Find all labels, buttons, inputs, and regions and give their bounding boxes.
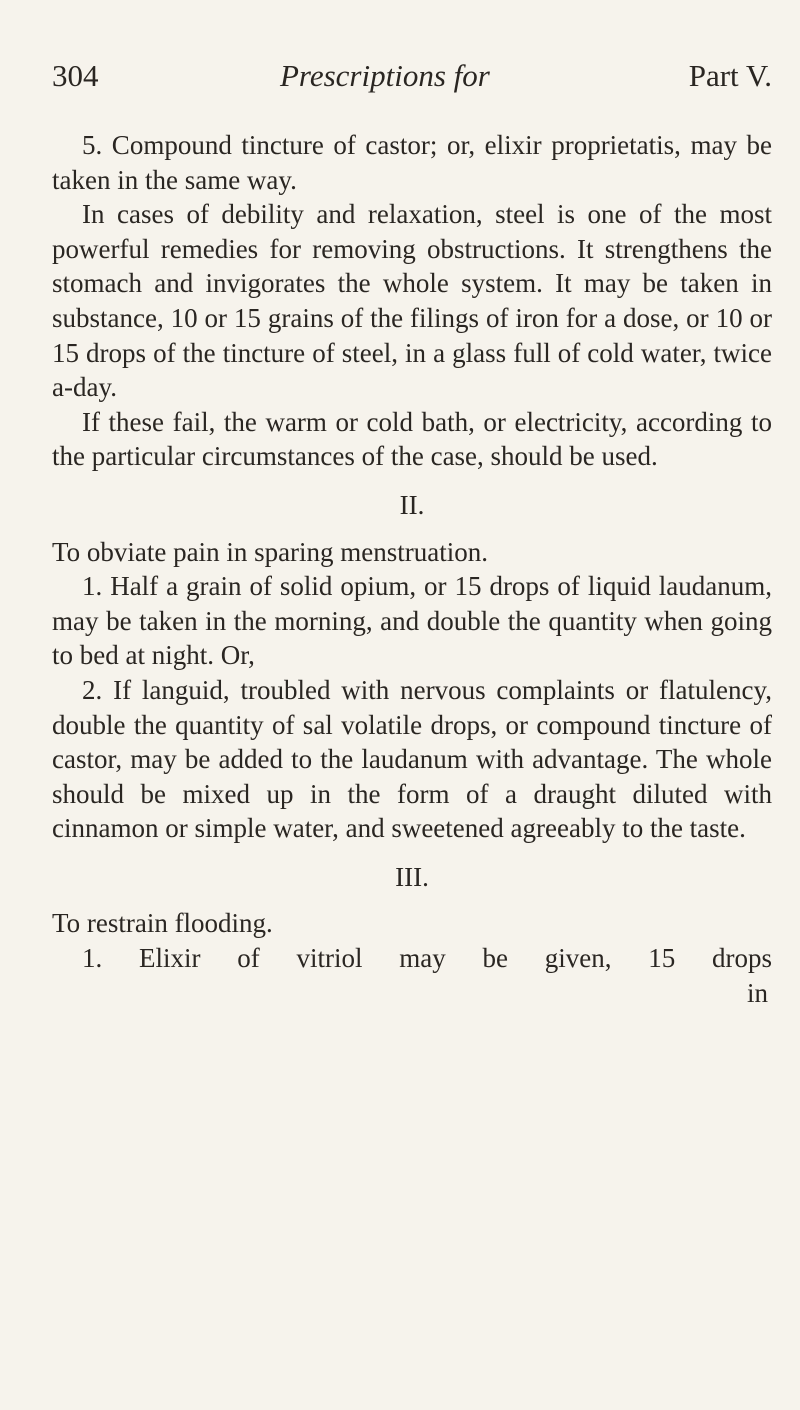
paragraph: 2. If languid, troubled with nervous complaints or flatulency, double the quantity of sal volatile drops, or compound tincture of castor, may be added to the laudanum with advantage. The whole should be mixed up in the form of a draught diluted with cinnamon or simple water, and sweetened agreeably to the taste. xyxy=(52,674,772,844)
section-heading: II. xyxy=(399,489,425,520)
paragraph: 1. Elixir of vitriol may be given, 15 drops xyxy=(82,943,772,974)
page-header xyxy=(52,58,772,108)
paragraph: 1. Half a grain of solid opium, or 15 drops of liquid laudanum, may be taken in the morning, and double the quantity when going to bed at night. Or, xyxy=(52,571,772,671)
page-number: 304 xyxy=(52,58,99,93)
book-page xyxy=(52,0,772,1410)
paragraph: In cases of debility and relaxation, steel is one of the most powerful remedies for removing obstructions. It strengthens the stomach and invigorates the whole system. It may be taken in substance, 10 or 15 grains of the filings of iron for a dose, or 10 or 15 drops of the tincture of steel, in a glass full of cold water, twice a-day. xyxy=(52,199,772,403)
paragraph: 5. Compound tincture of castor; or, elixir proprietatis, may be taken in the same way. xyxy=(52,130,772,195)
section-subtitle: To obviate pain in sparing menstruation. xyxy=(52,536,489,567)
page-body xyxy=(52,128,772,1010)
section-heading: III. xyxy=(395,861,429,892)
section-subtitle: To restrain flooding. xyxy=(52,908,273,939)
paragraph: If these fail, the warm or cold bath, or electricity, according to the particular circumstances of the case, should be used. xyxy=(52,406,772,472)
running-title: Prescriptions for xyxy=(280,58,490,93)
catchword: in xyxy=(746,977,768,1008)
part-label: Part V. xyxy=(688,58,772,93)
